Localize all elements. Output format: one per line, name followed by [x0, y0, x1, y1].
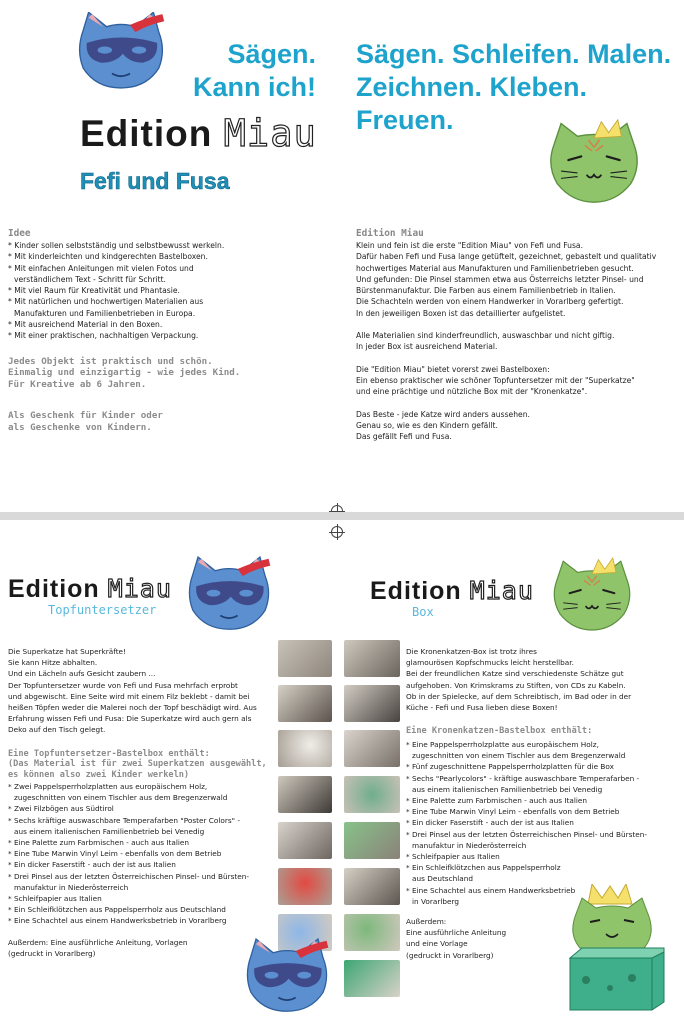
craft-photo: [278, 685, 332, 722]
registration-mark: [331, 505, 343, 512]
gift-line: als Geschenke von Kindern.: [8, 421, 152, 433]
right-subtitle: Box: [412, 605, 434, 619]
tagline-line: Jedes Objekt ist praktisch und schön.: [8, 355, 213, 367]
text-line: und eine prächtige und nützliche Box mit der "Kronenkatze".: [356, 387, 588, 397]
crown-cat-icon: [552, 556, 632, 632]
text-line: Außerdem: Eine ausführliche Anleitung, Vorlagen: [8, 937, 188, 947]
tagline: [8, 356, 330, 391]
list-item: * Eine Tube Marwin Vinyl Leim - ebenfalls von dem Betrieb: [406, 807, 620, 817]
brand-edition: Edition: [8, 575, 100, 603]
slogan-left: [193, 38, 316, 104]
list-item: * Mit natürlichen und hochwertigen Materialien aus: [8, 297, 204, 307]
idea-heading: Idee: [8, 228, 31, 239]
text-line: Dafür haben Fefi und Fusa lange getüftelt, gezeichnet, gebastelt und qualitativ: [356, 252, 657, 262]
text-line: In den jeweiligen Boxen ist das detaillierter aufgelistet.: [356, 308, 566, 318]
list-item: * Mit ausreichend Material in den Boxen.: [8, 320, 163, 330]
box-contents-list: [406, 739, 680, 907]
topf-contents-list: [8, 781, 270, 927]
topf-extra: [8, 937, 270, 959]
brand-edition: Edition: [370, 577, 462, 605]
slogan-right-line: Sägen. Schleifen. Malen.: [356, 39, 672, 69]
super-cat-painted-icon: [244, 938, 330, 1014]
text-line: Die Superkatze hat Superkräfte!: [8, 647, 126, 656]
craft-photo: [344, 776, 400, 813]
text-line: Ein ebenso praktischer wie schöner Topfuntersetzer mit der "Superkatze": [356, 375, 635, 385]
craft-photo: [344, 730, 400, 767]
super-cat-icon: [186, 556, 272, 632]
text-line: Alle Materialien sind kinderfreundlich, auswaschbar und nicht giftig.: [356, 331, 615, 341]
text-line: glamourösen Kopfschmucks leicht herstellbar.: [406, 658, 574, 668]
text-line: Und gefunden: Die Pinsel stammen etwa aus Österreichs letzter Pinsel- und: [356, 274, 644, 284]
brand-miau: Miau: [107, 574, 172, 603]
gift-note: [8, 410, 330, 433]
list-item: * Mit einfachen Anleitungen mit vielen Fotos und: [8, 263, 194, 273]
text-line: Klein und fein ist die erste "Edition Miau" von Fefi und Fusa.: [356, 241, 583, 250]
text-line: heißen Töpfen weder die Malerei noch der Topf beschädigt wird. Aus: [8, 703, 257, 713]
left-subtitle: Topfuntersetzer: [48, 603, 157, 617]
craft-photo: [344, 868, 400, 905]
idea-list: [8, 240, 330, 342]
right-brand-title: [370, 576, 534, 606]
text-line: Sie kann Hitze abhalten.: [8, 658, 98, 668]
heading-line: Eine Topfuntersetzer-Bastelbox enthält:: [8, 748, 210, 759]
list-item: * Eine Schachtel aus einem Handwerksbetrieb in Vorarlberg: [8, 916, 227, 926]
gift-line: Als Geschenk für Kinder oder: [8, 410, 163, 422]
craft-photo: [278, 822, 332, 859]
list-item: verständlichem Text - Schritt für Schritt.: [14, 274, 166, 284]
topf-intro: [8, 646, 270, 959]
craft-photo: [344, 960, 400, 997]
list-item: manufaktur in Niederösterreich: [412, 840, 527, 850]
list-item: in Vorarlberg: [412, 896, 459, 906]
list-item: * Schleifpapier aus Italien: [8, 894, 102, 904]
text-line: (gedruckt in Vorarlberg): [8, 948, 96, 958]
slogan-left-line: Sägen.: [227, 39, 316, 69]
craft-photo: [344, 822, 400, 859]
list-item: * Sechs "Pearlycolors" - kräftige auswaschbare Temperafarben -: [406, 773, 640, 783]
idea-section: [8, 228, 330, 433]
list-item: aus Deutschland: [412, 874, 474, 884]
left-brand-title: [8, 574, 172, 604]
list-item: * Zwei Pappelsperrholzplatten aus europäischem Holz,: [8, 782, 208, 792]
text-line: Die "Edition Miau" bietet vorerst zwei Bastelboxen:: [356, 364, 550, 374]
heading-line: (Das Material ist für zwei Superkatzen ausgewählt,: [8, 759, 267, 770]
list-item: * Ein Schleifklötzchen aus Pappelsperrholz: [406, 863, 561, 873]
list-item: * Eine Palette zum Farbmischen - auch aus Italien: [406, 796, 588, 806]
edition-heading: Edition Miau: [356, 228, 424, 239]
text-line: Außerdem:: [406, 917, 447, 927]
text-line: Die Kronenkatzen-Box ist trotz ihres: [406, 647, 537, 656]
list-item: * Ein dicker Faserstift - auch der ist aus Italien: [406, 818, 574, 828]
list-item: * Schleifpapier aus Italien: [406, 852, 500, 862]
edition-text: [356, 240, 678, 442]
list-item: * Drei Pinsel aus der letzten Österreichischen Pinsel- und Bürsten-: [8, 871, 250, 881]
craft-photo: [278, 776, 332, 813]
list-item: * Fünf zugeschnittene Pappelsperrholzplatten für die Box: [406, 762, 614, 772]
list-item: aus einem italienischen Familienbetrieb bei Venedig: [412, 784, 603, 794]
list-item: * Ein dicker Faserstift - auch der ist aus Italien: [8, 860, 176, 870]
text-line: Das gefällt Fefi und Fusa.: [356, 432, 452, 442]
text-line: Das Beste - jede Katze wird anders aussehen.: [356, 409, 530, 419]
brand-miau: Miau: [469, 576, 534, 605]
list-item: * Zwei Filzbögen aus Südtirol: [8, 804, 114, 814]
text-line: Genau so, wie es den Kindern gefällt.: [356, 420, 498, 430]
text-line: Die Schachteln werden von einem Handwerker in Vorarlberg gefertigt.: [356, 297, 624, 307]
text-line: Deko auf den Tisch gelegt.: [8, 725, 106, 735]
brand-title: [80, 112, 317, 155]
document-page-1: [0, 0, 684, 512]
text-line: Und ein Lächeln aufs Gesicht zaubern ...: [8, 669, 156, 679]
craft-photo: [344, 640, 400, 677]
list-item: * Mit viel Raum für Kreativität und Phantasie.: [8, 286, 180, 296]
edition-section: [356, 228, 678, 442]
topf-contents-heading: [8, 749, 270, 781]
craft-photo: [278, 730, 332, 767]
slogan-right-line: Zeichnen. Kleben. Freuen.: [356, 71, 588, 135]
text-line: Bürstenmanufaktur. Die Farben aus einem Familienbetrieb in Italien.: [356, 286, 616, 296]
text-line: Erfahrung wissen Fefi und Fusa: Die Superkatze wird auch gern als: [8, 714, 252, 724]
document-page-2: [0, 520, 684, 1032]
tagline-line: Für Kreative ab 6 Jahren.: [8, 378, 147, 390]
craft-photo: [344, 685, 400, 722]
crown-cat-box-icon: [566, 884, 668, 1014]
list-item: * Sechs kräftige auswaschbare Temperafarben "Poster Colors" -: [8, 815, 240, 825]
crown-cat-icon: [548, 118, 640, 204]
text-line: und abgewischt. Eine Seite wird mit einem Filz beklebt - damit bei: [8, 691, 250, 701]
list-item: * Mit kinderleichten und kindgerechten Bastelboxen.: [8, 252, 208, 262]
slogan-left-line: Kann ich!: [192, 71, 316, 102]
text-line: Der Topfuntersetzer wurde von Fefi und Fusa mehrfach erprobt: [8, 680, 238, 690]
text-line: und eine Vorlage: [406, 939, 468, 949]
super-cat-icon: [76, 12, 166, 90]
text-line: Ob in der Spielecke, auf dem Schreibtisch, im Bad oder in der: [406, 691, 632, 701]
tagline-line: Einmalig und einzigartig - wie jedes Kind.: [8, 367, 241, 379]
text-line: (gedruckt in Vorarlberg): [406, 950, 494, 960]
craft-photo: [344, 914, 400, 951]
heading-line: es können also zwei Kinder werkeln): [8, 770, 190, 781]
text-line: aufgehoben. Von Krimskrams zu Stiften, von CDs zu Kabeln.: [406, 680, 626, 690]
text-line: hochwertiges Material aus Manufakturen und Familienbetrieben gesucht.: [356, 263, 634, 273]
list-item: * Eine Palette zum Farbmischen - auch aus Italien: [8, 838, 190, 848]
text-line: Eine ausführliche Anleitung: [406, 928, 507, 938]
box-contents-heading: Eine Kronenkatzen-Bastelbox enthält:: [406, 726, 593, 737]
brand-miau: Miau: [223, 112, 317, 155]
list-item: * Mit einer praktischen, nachhaltigen Verpackung.: [8, 331, 199, 341]
list-item: aus einem italienischen Familienbetrieb bei Venedig: [14, 826, 205, 836]
list-item: * Eine Tube Marwin Vinyl Leim - ebenfalls von dem Betrieb: [8, 849, 222, 859]
list-item: * Eine Schachtel aus einem Handwerksbetrieb: [406, 885, 576, 895]
craft-photo: [278, 868, 332, 905]
list-item: * Drei Pinsel aus der letzten Österreichischen Pinsel- und Bürsten-: [406, 829, 648, 839]
registration-mark: [331, 526, 343, 538]
text-line: Bei der freundlichen Katze sind verschiedenste Schätze gut: [406, 669, 624, 679]
text-line: Küche - Fefi und Fusa lieben diese Boxen!: [406, 703, 558, 713]
list-item: Manufakturen und Familienbetrieben in Europa.: [14, 308, 196, 318]
list-item: * Eine Pappelsperrholzplatte aus europäischem Holz,: [406, 740, 599, 750]
list-item: zugeschnitten von einem Tischler aus dem Bregenzerwald: [412, 751, 626, 761]
list-item: manufaktur in Niederösterreich: [14, 882, 129, 892]
list-item: * Ein Schleifklötzchen aus Pappelsperrholz aus Deutschland: [8, 905, 226, 915]
list-item: * Kinder sollen selbstständig und selbstbewusst werkeln.: [8, 241, 225, 250]
brand-names: Fefi und Fusa: [80, 168, 230, 194]
craft-photo: [278, 640, 332, 677]
text-line: In jeder Box ist ausreichend Material.: [356, 342, 498, 352]
list-item: zugeschnitten von einem Tischler aus dem Bregenzerwald: [14, 793, 228, 803]
brand-edition: Edition: [80, 113, 213, 154]
